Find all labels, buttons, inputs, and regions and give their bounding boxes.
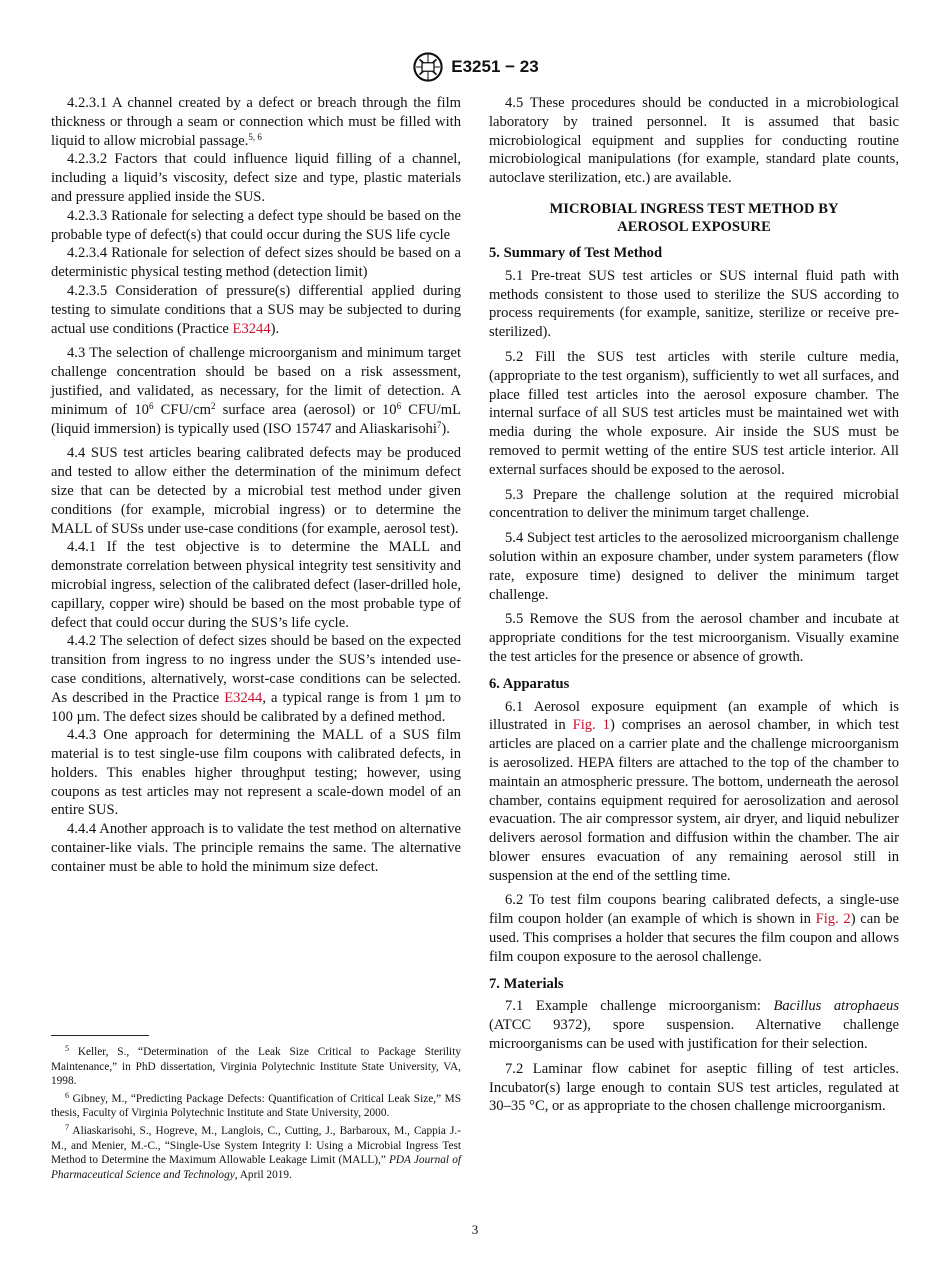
link-e3244[interactable]: E3244: [232, 320, 271, 337]
link-fig-2[interactable]: Fig. 2: [815, 911, 851, 928]
paragraph-4-2-3-2: 4.2.3.2 Factors that could influence liquid filling of a channel, including a liquid’s viscosity, defect size and type, plastic materials and pressure applied inside the SUS.: [51, 151, 461, 205]
page-number: 3: [471, 1222, 479, 1237]
paragraph-5-2: 5.2 Fill the SUS test articles with sterile culture media, (appropriate to the test organism), sufficiently to wet all surfaces, and place filled test articles into the aerosol exposure chamber. The internal surface of all SUS test articles must be maintained wet with media during the whole exposure. Air inside the SUS must be removed to permit wetting of the entire SUS test article interior. All external surfaces should be exposed to the aerosol.: [489, 348, 899, 478]
footnote-5: $^5$ Keller, S., “Determination of the Leak Size Critical to Package Sterility Maintenance,” in PhD dissertation, Virginia Polytechnic Institute State University, VA, 1998.: [51, 1044, 461, 1088]
method-heading: MICROBIAL INGRESS TEST METHOD BY AEROSOL EXPOSURE: [549, 200, 839, 235]
paragraph-4-2-3-1: 4.2.3.1 A channel created by a defect or breach through the film thickness or through a seam or connection which must be filled with liquid to allow microbial passage.$^{5, 6}$: [51, 95, 461, 149]
paragraph-4-4-1: 4.4.1 If the test objective is to determine the MALL and demonstrate correlation between physical integrity test sensitivity and microbial ingress, selection of the calibrated defect (laser-drilled hole, capillary, copper wire) should be based on the most probable type of defect that could occur during the SUS’s life cycle.: [51, 539, 461, 631]
section-5-heading: 5. Summary of Test Method: [489, 244, 663, 261]
paragraph-7-1: 7.1 Example challenge microorganism: Bacillus atrophaeus (ATCC 9372), spore suspension. Alternative challenge microorganisms can be used with justification for their selection.: [489, 998, 900, 1053]
paragraph-4-2-3-4: 4.2.3.4 Rationale for selection of defect sizes should be based on a deterministic physical testing method (detection limit): [51, 245, 461, 281]
paragraph-5-1: 5.1 Pre-treat SUS test articles or SUS internal fluid path with methods consistent to those used to sterilize the SUS according to process requirements (for example, sanitize, sterilize or receive pre-sterilized).: [489, 267, 899, 341]
link-fig-1[interactable]: Fig. 1: [572, 717, 610, 734]
paragraph-4-5: 4.5 These procedures should be conducted in a microbiological laboratory by trained personnel. It is assumed that basic microbiological equipment and supplies for conducting routine microbiological manipulations (for example, standard plate counts, autoclave sterilization, etc.) are available.: [489, 95, 899, 187]
paragraph-4-4-4: 4.4.4 Another approach is to validate the test method on alternative container-like vials. The principle remains the same. The alternative container must be able to hold the minimum size defect.: [51, 821, 461, 875]
paragraph-5-3: 5.3 Prepare the challenge solution at the required microbial concentration to deliver the minimum target challenge.: [489, 486, 899, 522]
paragraph-4-2-3-5: 4.2.3.5 Consideration of pressure(s) differential applied during testing to simulate conditions that a SUS may be subjected to during actual use conditions (Practice E3244).: [51, 282, 461, 337]
paragraph-5-4: 5.4 Subject test articles to the aerosolized microorganism challenge solution within an exposure chamber, under system parameters (flow rate, exposure time) designed to deliver the minimum target challenge.: [489, 530, 899, 603]
paragraph-6-2: 6.2 To test film coupons bearing calibrated defects, a single-use film coupon holder (an example of which is shown in Fig. 2) can be used. This comprises a holder that secures the film coupon and allows film coupon exposure to the aerosol challenge.: [489, 892, 899, 965]
section-7-heading: 7. Materials: [489, 975, 564, 992]
section-6-heading: 6. Apparatus: [489, 675, 570, 692]
paragraph-4-4-2: 4.4.2 The selection of defect sizes should be based on the expected transition from ingress to no ingress under the SUS’s intended use-case conditions, alternatively, worst-case conditions can be selected. As described in the Practice E3244, a typical range is from 1 µm to 100 µm. The defect sizes should be calibrated by a defined method.: [51, 633, 461, 725]
paragraph-4-4: 4.4 SUS test articles bearing calibrated defects may be produced and tested to allow either the determination of the minimum defect size that can be detected by a microbial test method under given conditions (for example, microbial ingress) or to determine the MALL of SUSs under use-case conditions (for example, aerosol test).: [51, 445, 461, 537]
footnote-ref[interactable]: 5, 6: [248, 131, 262, 142]
paragraph-5-5: 5.5 Remove the SUS from the aerosol chamber and incubate at appropriate conditions for the test microorganism. Visually examine the test articles for the presence or absence of growth.: [489, 611, 899, 665]
paragraph-6-1: 6.1 Aerosol exposure equipment (an example of which is illustrated in Fig. 1) comprises an aerosol chamber, in which test articles are placed on a carrier plate and the challenge microorganism is aerosolized. HEPA filters are attached to the top of the chamber to maintain an atmospheric pressure. The bottom, underneath the aerosol chamber, contains equipment required for aerosolization and aerosol evacuation. The air compressor system, air dryer, and liquid nebulizer delivers aerosol formation and diffusion within the chamber. The air blower ensures evacuation of any remaining aerosol still in suspension at the end of the settling time.: [489, 698, 900, 884]
astm-logo-icon: [411, 50, 445, 84]
paragraph-4-2-3-3: 4.2.3.3 Rationale for selecting a defect type should be based on the probable type of defect(s) that could occur during the SUS life cycle: [51, 207, 461, 243]
paragraph-4-3: 4.3 The selection of challenge microorganism and minimum target challenge concentration should be based on a risk assessment, justified, and validated, as necessary, for the limit of detection. A minimum of $10^6$ CFU/$cm^2$ surface area (aerosol) or $10^6$ CFU/mL (liquid immersion) is typically used (ISO 15747 and Aliaskarisohi$^7$).: [51, 345, 462, 437]
footnote-7: $^7$ Aliaskarisohi, S., Hogreve, M., Langlois, C., Cutting, J., Barbaroux, M., Cappia J.-M., and Menier, M.-C., “Single-Use System Integrity I: Using a Microbial Ingress Test Method to Determine the Maximum Allowable Leakage Limit (MALL),” PDA Journal of Pharmaceutical Science and Technology, April 2019.: [51, 1122, 461, 1181]
link-e3244[interactable]: E3244: [224, 689, 263, 706]
paragraph-4-4-3: 4.4.3 One approach for determining the MALL of a SUS film material is to test single-use film coupons with calibrated defects, in holders. This enables higher throughput testing; however, using coupons as test articles may not represent a scale-down model of an entire SUS.: [51, 727, 461, 819]
footnote-ref[interactable]: 7: [436, 419, 442, 430]
left-column: [51, 94, 461, 877]
footnotes: [51, 1035, 461, 1185]
footnote-6: $^6$ Gibney, M., “Predicting Package Defects: Quantification of Critical Leak Size,” MS thesis, Faculty of Virginia Polytechnic Institute and State University, 2000.: [51, 1090, 461, 1120]
right-column: [489, 94, 899, 1116]
page-header: [0, 50, 950, 90]
document-designation: E3251 − 23: [451, 57, 539, 76]
footnote-divider: [51, 1035, 149, 1036]
paragraph-7-2: 7.2 Laminar flow cabinet for aseptic filling of test articles. Incubator(s) large enough to contain SUS test articles, regulated at 30–35 °C, or as appropriate to the chosen challenge microorganism.: [489, 1060, 899, 1115]
